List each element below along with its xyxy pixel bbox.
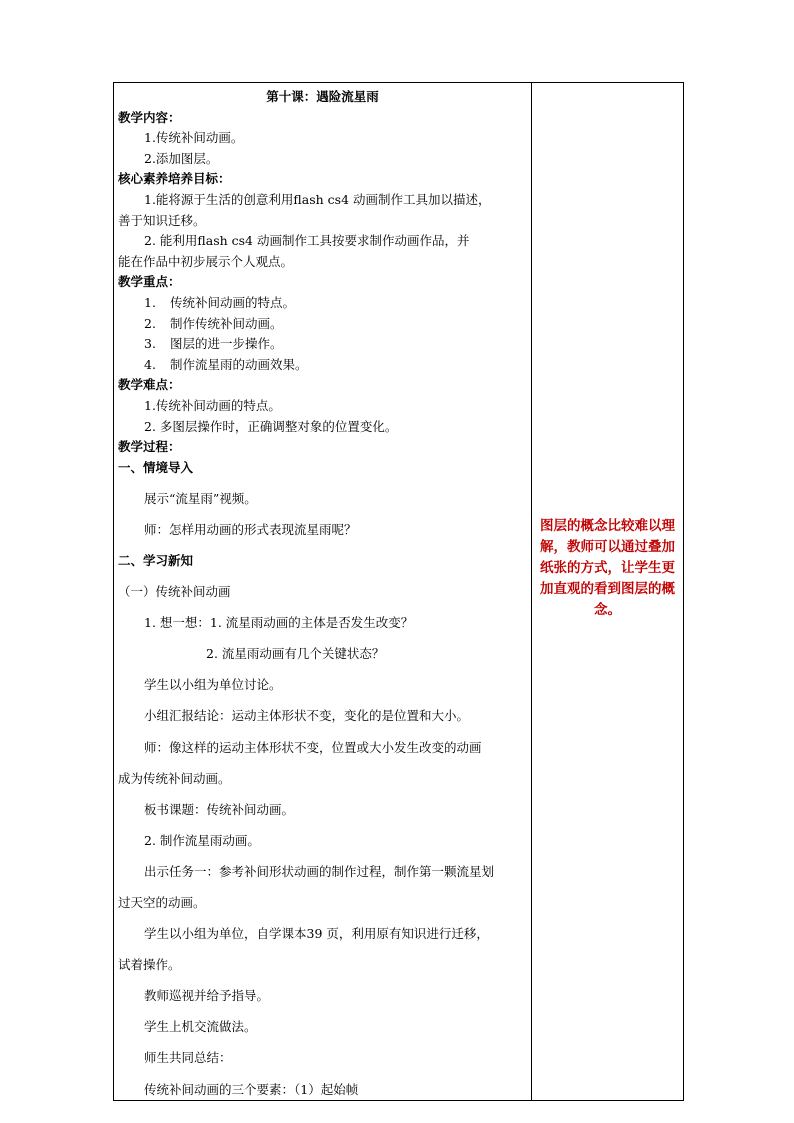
key-point-number: 4. — [144, 356, 156, 372]
subsection-heading: （一）传统补间动画 — [118, 584, 231, 600]
lesson-side-cell — [532, 83, 684, 1101]
content-item: 2.添加图层。 — [144, 150, 219, 166]
goal-line: 2. 能利用flash cs4 动画制作工具按要求制作动画作品，并 — [144, 233, 470, 249]
paragraph: 学生上机交流做法。 — [144, 1019, 257, 1035]
paragraph: 教师巡视并给予指导。 — [144, 988, 270, 1004]
key-point-text: 图层的进一步操作。 — [170, 336, 283, 352]
lesson-title: 第十课：遇险流星雨 — [266, 89, 379, 104]
difficult-point-item: 1.传统补间动画的特点。 — [144, 397, 281, 413]
difficult-points-heading: 教学难点： — [118, 377, 181, 393]
lesson-main-cell — [114, 83, 532, 1101]
paragraph: 展示“流星雨”视频。 — [144, 490, 257, 506]
paragraph: 板书课题：传统补间动画。 — [144, 801, 295, 817]
key-point-number: 1. — [144, 294, 156, 310]
paragraph: 试着操作。 — [118, 957, 181, 973]
section-heading: 二、学习新知 — [118, 552, 194, 568]
paragraph: 传统补间动画的三个要素：（1）起始帧 — [144, 1081, 359, 1097]
paragraph: 成为传统补间动画。 — [118, 770, 231, 786]
key-point-text: 制作传统补间动画。 — [170, 315, 283, 331]
side-note: 图层的概念比较难以理解，教师可以通过叠加纸张的方式，让学生更加直观的看到图层的概念。 — [540, 518, 675, 619]
paragraph: 过天空的动画。 — [118, 895, 206, 910]
key-point-item — [118, 314, 527, 335]
paragraph: 师生共同总结： — [144, 1050, 232, 1066]
key-point-item — [118, 334, 527, 355]
paragraph: 小组汇报结论：运动主体形状不变，变化的是位置和大小。 — [144, 708, 470, 724]
goals-heading: 核心素养培养目标： — [118, 171, 231, 187]
goal-line: 善于知识迁移。 — [118, 212, 206, 228]
paragraph: 学生以小组为单位讨论。 — [144, 677, 282, 693]
paragraph: 2. 流星雨动画有几个关键状态？ — [206, 646, 385, 662]
process-heading: 教学过程： — [118, 439, 181, 455]
paragraph: 师：像这样的运动主体形状不变，位置或大小发生改变的动画 — [144, 739, 482, 755]
key-point-text: 制作流星雨的动画效果。 — [170, 356, 308, 372]
content-heading: 教学内容： — [118, 109, 181, 125]
key-point-text: 传统补间动画的特点。 — [170, 294, 296, 310]
content-item: 1.传统补间动画。 — [144, 130, 244, 146]
key-points-heading: 教学重点： — [118, 274, 181, 290]
key-point-item — [118, 355, 527, 376]
section-heading: 一、情境导入 — [118, 459, 194, 475]
paragraph: 2. 制作流星雨动画。 — [144, 832, 260, 848]
paragraph: 1. 想一想：1. 流星雨动画的主体是否发生改变？ — [144, 615, 414, 631]
difficult-point-item: 2. 多图层操作时，正确调整对象的位置变化。 — [144, 418, 398, 434]
paragraph: 师：怎样用动画的形式表现流星雨呢？ — [144, 521, 357, 537]
paragraph: 学生以小组为单位，自学课本39 页，利用原有知识进行迁移， — [144, 926, 489, 942]
goal-line: 1.能将源于生活的创意利用flash cs4 动画制作工具加以描述， — [144, 191, 491, 207]
lesson-plan-table — [113, 82, 684, 1101]
key-point-item — [118, 293, 527, 314]
key-point-number: 2. — [144, 315, 156, 331]
key-point-number: 3. — [144, 336, 156, 352]
paragraph: 出示任务一：参考补间形状动画的制作过程，制作第一颗流星划 — [144, 863, 495, 879]
goal-line: 能在作品中初步展示个人观点。 — [118, 253, 294, 269]
